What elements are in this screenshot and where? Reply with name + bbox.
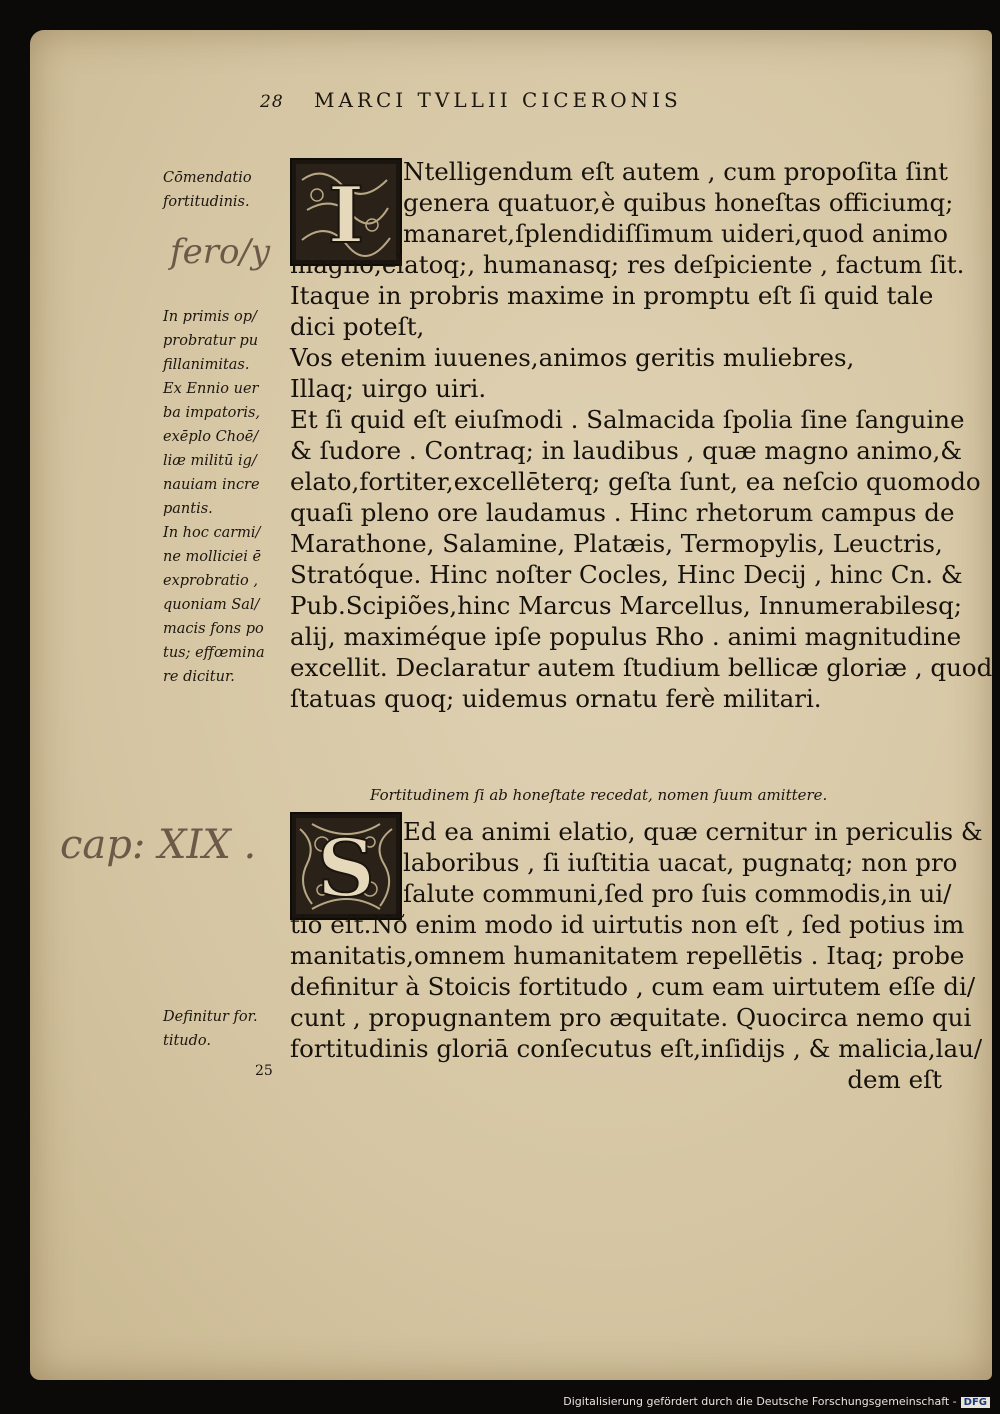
running-title: MARCI TVLLII CICERONIS (314, 88, 682, 112)
dfg-logo: DFG (961, 1397, 990, 1408)
paragraph-1: Ntelligendum eſt autem , cum propoſita ſint genera quatuor,è quibus honeſtas officiumq; manaret,ſplendidiſſimum uideri,quod animo magno,elatoq;, humanasq; res deſpiciente , factum ſit. Itaque in probris maxime in promptu eſt ſi quid tale dici poteſt, Vos etenim iuuenes,animos geritis muliebres, Illaq; uirgo uiri. Et ſi quid eſt eiuſmodi . Salmacida ſpolia ſine ſanguine & ſudore . Contraq; in laudibus , quæ magno animo,& elato,fortiter,excellēterq; geſta ſunt, ea neſcio quomodo quaſi pleno ore laudamus . Hinc rhetorum campus de Marathone, Salamine, Platæis, Termopylis, Leuctris, Stratóque. Hinc noſter Cocles, Hinc Decij , hinc Cn. & Pub.Scipiões,hinc Marcus Marcellus, Innumerabilesq; alij, maximéque ipſe populus Rho . animi magnitudine excellit. Declaratur autem ſtudium bellicæ gloriæ , quod ſtatuas quoq; uidemus ornatu ferè militari. (290, 157, 993, 713)
margin-note-pusillanimitas: In primis op/ probratur pu fillanimitas. Ex Ennio uer ba impatoris, exēplo Choē/ liæ militū ig/ nauiam incre pantis. In hoc carmi/ ne molliciei ē exprobratio , quoniam Sal/ macis fons po tus; effœmina re dicitur. (163, 309, 265, 685)
running-header (260, 88, 840, 112)
footer-text: Digitalisierung gefördert durch die Deutsche Forschungsgemeinschaft - (563, 1395, 957, 1408)
section-subheading: Fortitudinem ſi ab honeſtate recedat, nomen ſuum amittere. (370, 786, 828, 804)
page-number: 28 (260, 92, 284, 112)
margin-note-commendatio: Cōmendatio fortitudinis. (163, 170, 252, 210)
paragraph-2: Ed ea animi elatio, quæ cernitur in periculis & laboribus , ſi iuſtitia uacat, pugnatq; non pro ſalute communi,ſed pro ſuis commodis,in ui/ tio eſt.Nõ enim modo id uirtutis non eſt , ſed potius im manitatis,omnem humanitatem repellētis . Itaq; probe definitur à Stoicis fortitudo , cum eam uirtutem eſſe di/ cunt , propugnantem pro æquitate. Quocirca nemo qui fortitudinis gloriā conſecutus eſt,inſidijs , & malicia,lau/ dem eſt (290, 817, 983, 1094)
footnote-number: 25 (255, 1063, 273, 1079)
handwritten-scribble: fero/y (170, 232, 271, 272)
svg-text:S: S (317, 821, 375, 915)
digitization-footer (563, 1395, 990, 1408)
handwritten-chapter-mark: cap: XIX . (60, 822, 257, 868)
margin-note-definitur: Definitur for. titudo. (163, 1009, 258, 1049)
svg-text:I: I (327, 170, 365, 261)
